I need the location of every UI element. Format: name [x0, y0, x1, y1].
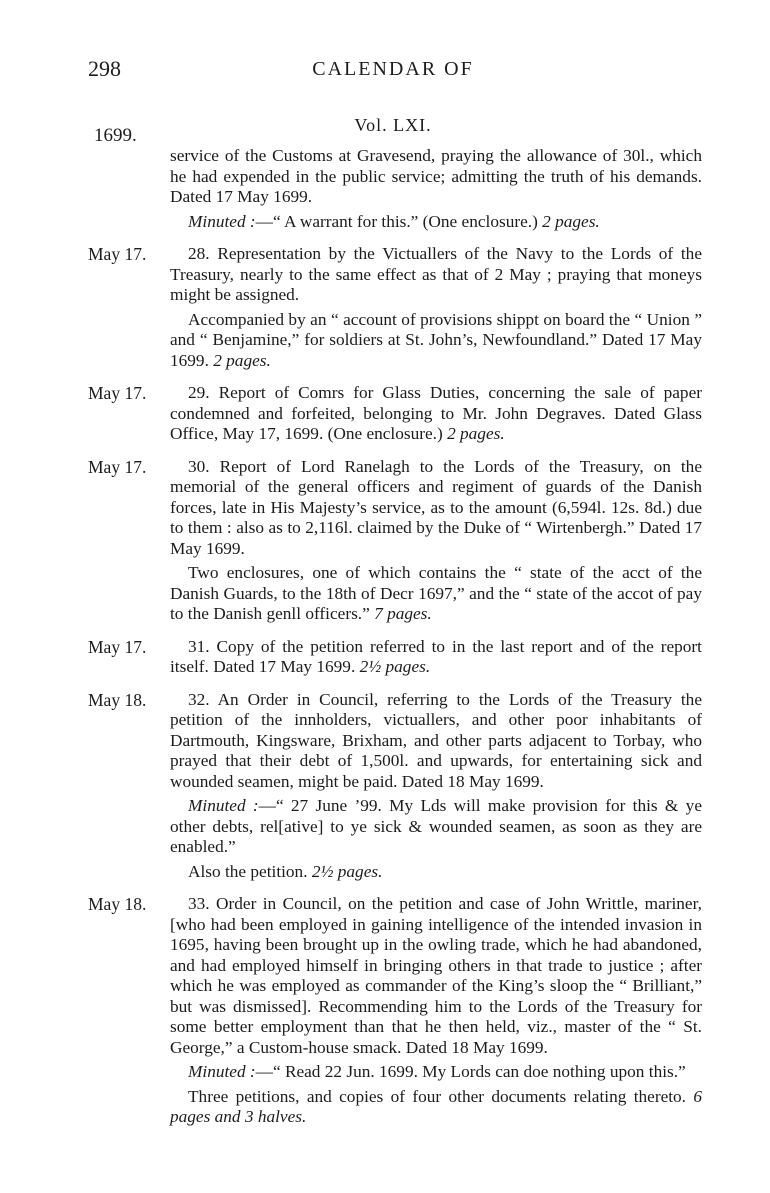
- calendar-entry: [88, 894, 702, 1128]
- entry-paragraph: [170, 244, 702, 306]
- calendar-entry: [88, 146, 702, 232]
- italic-text: Minuted :: [188, 796, 259, 815]
- entry-paragraph: [170, 862, 702, 883]
- volume-row: [88, 115, 698, 146]
- italic-text: Minuted :: [188, 1062, 256, 1081]
- paragraph-text: Two enclosures, one of which contains the “ state of the acct of the Danish Guards, to the 18th of Decr 1697,” and the “ state of the accot of pay to the Danish genll officers.”: [170, 563, 702, 623]
- volume-label: Vol. LXI.: [354, 115, 432, 135]
- paragraph-text: 30. Report of Lord Ranelagh to the Lords of the Treasury, on the memorial of the general officers and regiment of guards of the Danish forces, late in His Majesty’s service, as to the amount (6,594l. 12s. 8d.) due to them : also as to 2,116l. claimed by the Duke of “ Wirtenbergh.” Dated 17 May 1699.: [170, 456, 702, 558]
- entry-paragraph: [170, 563, 702, 625]
- paragraph-text: Accompanied by an “ account of provisions shippt on board the “ Union ” and “ Benjamine,” for soldiers at St. John’s, Newfoundland.” Dated 17 May 1699.: [170, 309, 702, 370]
- running-title: CALENDAR OF: [312, 58, 474, 80]
- entry-date: May 17.: [88, 383, 147, 403]
- entry-date: May 17.: [88, 636, 147, 657]
- calendar-entry: [88, 637, 702, 678]
- paragraph-text: 32. An Order in Council, referring to the Lords of the Treasury the petition of the innholders, victuallers, and other poor inhabitants of Dartmouth, Kingsware, Brixham, and other parts adjacent to Torbay, who prayed that their debt of 1,500l. and upwards, for entertaining sick and wounded seamen, might be paid. Dated 18 May 1699.: [170, 689, 702, 791]
- italic-text: 6 pages and 3 halves.: [170, 1086, 702, 1126]
- entry-date: May 17.: [88, 456, 147, 477]
- italic-text: 2 pages.: [447, 424, 505, 443]
- entry-paragraph: [170, 383, 702, 445]
- paragraph-text: 29. Report of Comrs for Glass Duties, concerning the sale of paper condemned and forfeited, belonging to Mr. John Degraves. Dated Glass Office, May 17, 1699. (One enclosure.): [170, 383, 702, 443]
- margin-year: 1699.: [94, 125, 137, 146]
- paragraph-text: Also the petition.: [188, 861, 312, 881]
- italic-text: 2½ pages.: [311, 861, 383, 881]
- entry-date: May 18.: [88, 894, 147, 914]
- entry-paragraph: [170, 1087, 702, 1128]
- entry-paragraph: [170, 637, 702, 678]
- calendar-entry: [88, 690, 702, 883]
- paragraph-text: —“ A warrant for this.” (One enclosure.): [255, 211, 543, 231]
- entry-paragraph: [170, 457, 702, 560]
- paragraph-text: —“ Read 22 Jun. 1699. My Lords can doe nothing upon this.”: [255, 1062, 686, 1081]
- entry-date: May 17.: [88, 244, 147, 264]
- entry-paragraph: [170, 690, 702, 793]
- paragraph-text: 28. Representation by the Victuallers of the Navy to the Lords of the Treasury, nearly to the same effect as that of 2 May ; praying that moneys might be assigned.: [170, 244, 702, 304]
- page-number: 298: [88, 56, 121, 81]
- entry-paragraph: [170, 146, 702, 208]
- italic-text: 2 pages.: [213, 350, 271, 370]
- entry-date: May 18.: [88, 689, 147, 710]
- italic-text: Minuted :: [188, 211, 256, 231]
- entry-paragraph: [170, 212, 702, 233]
- paragraph-text: —“ 27 June ’99. My Lds will make provision for this & ye other debts, rel[ative] to ye sick & wounded seamen, as soon as they are enabled.”: [170, 796, 702, 856]
- calendar-entry: [88, 457, 702, 625]
- calendar-entry: [88, 383, 702, 445]
- entry-paragraph: [170, 796, 702, 858]
- entry-paragraph: [170, 1062, 702, 1083]
- entry-paragraph: [170, 310, 702, 372]
- italic-text: 7 pages.: [374, 604, 432, 623]
- entry-paragraph: [170, 894, 702, 1058]
- italic-text: 2½ pages.: [359, 657, 431, 676]
- paragraph-text: Three petitions, and copies of four other documents relating thereto.: [188, 1086, 694, 1106]
- paragraph-text: 31. Copy of the petition referred to in the last report and of the report itself. Dated 17 May 1699.: [170, 636, 702, 676]
- italic-text: 2 pages.: [542, 211, 600, 231]
- paragraph-text: 33. Order in Council, on the petition and case of John Writtle, mariner, [who had been employed in gaining intelligence of the intended invasion in 1695, having been brought up in the owling trade, which he had abandoned, and had employed himself in bringing others in that trade to justice ; after which he was employed as commander of the King’s sloop the “ Brilliant,” but was dismissed]. Recommending him to the Lords of the Treasury for some better employment than that he then held, viz., master of the “ St. George,” a Custom-house smack. Dated 18 May 1699.: [170, 894, 702, 1057]
- page-header: [88, 56, 698, 86]
- paragraph-text: service of the Customs at Gravesend, praying the allowance of 30l., which he had expended in the public service; admitting the truth of his demands. Dated 17 May 1699.: [170, 146, 702, 206]
- calendar-entry: [88, 244, 702, 371]
- calendar-entries: [88, 146, 702, 1140]
